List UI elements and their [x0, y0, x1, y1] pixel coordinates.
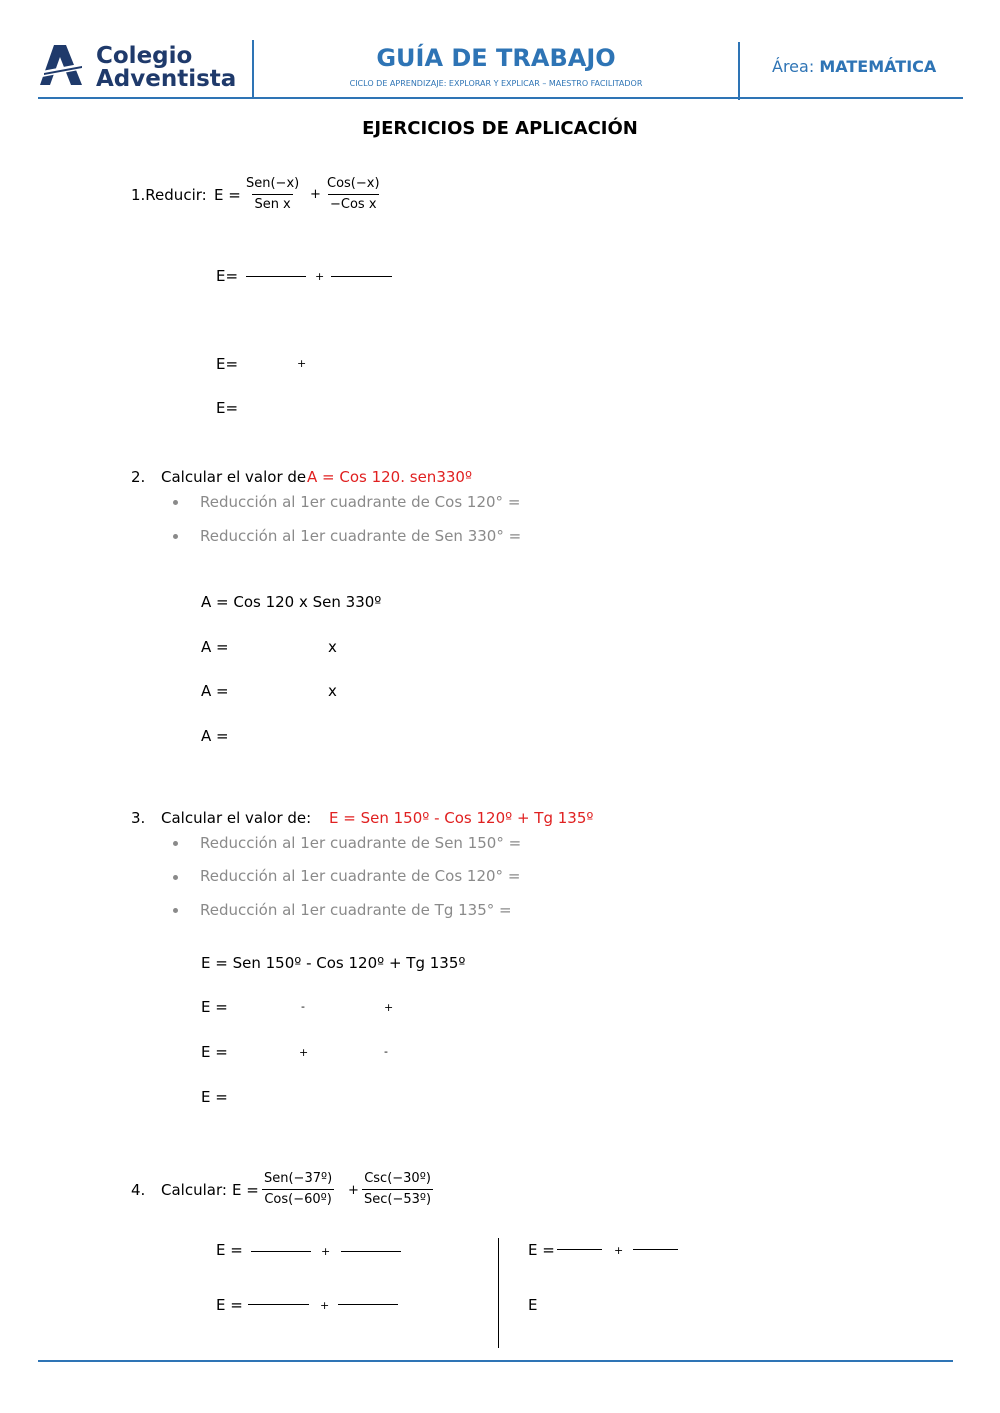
ex4-right-line-1-blank-2 [633, 1249, 678, 1250]
ex1-step-1: E= [216, 267, 239, 285]
ex1-step-1-plus: + [315, 270, 325, 283]
ex2-bullet-1-dot [173, 500, 178, 505]
ex4-number: 4. [131, 1181, 146, 1199]
ex4-lhs: E = [232, 1181, 259, 1199]
ex1-frac1-denominator: Sen x [252, 194, 292, 213]
ex3-line-3-op-2: - [384, 1045, 388, 1058]
ex4-left-line-1: E = [216, 1241, 243, 1259]
ex4-right-line-1-blank-1 [557, 1249, 602, 1250]
ex1-fraction-2 [325, 176, 382, 213]
ex2-line-4: A = [201, 727, 229, 745]
logo-line-2: Adventista [96, 66, 237, 92]
ex1-lhs: E = [214, 186, 241, 204]
ex2-line-3: A = [201, 682, 229, 700]
ex1-plus: + [310, 187, 321, 202]
ex4-left-line-1-blank-2 [341, 1251, 401, 1252]
ex3-bullet-1: Reducción al 1er cuadrante de Sen 150° = [200, 834, 522, 852]
area-label: Área: [772, 57, 815, 76]
ex2-line-2: A = [201, 638, 229, 656]
ex2-line-1: A = Cos 120 x Sen 330º [201, 593, 382, 611]
ex4-left-line-2: E = [216, 1296, 243, 1314]
ex3-bullet-3: Reducción al 1er cuadrante de Tg 135° = [200, 901, 512, 919]
ex2-bullet-1: Reducción al 1er cuadrante de Cos 120° = [200, 493, 521, 511]
page-subtitle: CICLO DE APRENDIZAJE: EXPLORAR Y EXPLICAR – MAESTRO FACILITADOR [349, 79, 643, 88]
ex1-frac2-denominator: −Cos x [328, 194, 379, 213]
ex4-fraction-1 [262, 1171, 334, 1208]
ex2-line-3-op: x [328, 682, 337, 700]
ex3-line-2-op-1: - [301, 1000, 305, 1013]
ex2-line-2-op: x [328, 638, 337, 656]
ex2-bullet-2-dot [173, 534, 178, 539]
ex4-right-line-1: E = [528, 1241, 555, 1259]
ex3-line-4: E = [201, 1088, 228, 1106]
ex1-step-1-blank-1 [246, 276, 306, 277]
ex4-plus: + [348, 1183, 359, 1198]
ex4-frac1-numerator: Sen(−37º) [264, 1171, 333, 1186]
ex2-bullet-2: Reducción al 1er cuadrante de Sen 330° = [200, 527, 522, 545]
ex4-left-line-2-plus: + [320, 1299, 330, 1312]
ex3-bullet-2-dot [173, 875, 178, 880]
ex1-step-3: E= [216, 399, 239, 417]
page-title: GUÍA DE TRABAJO [376, 44, 616, 72]
ex1-fraction-1 [244, 176, 301, 213]
ex4-left-line-1-blank-1 [251, 1251, 311, 1252]
area-block [772, 57, 936, 76]
ex4-label: Calcular: [161, 1181, 227, 1199]
area-value: MATEMÁTICA [819, 57, 937, 76]
ex4-column-divider [498, 1238, 499, 1348]
ex3-label: Calcular el valor de: [161, 809, 312, 827]
ex4-frac2-numerator: Csc(−30º) [364, 1171, 431, 1186]
ex1-step-1-blank-2 [331, 276, 392, 277]
ex4-fraction-2 [362, 1171, 433, 1208]
ex3-line-2: E = [201, 998, 228, 1016]
school-logo-icon [38, 43, 86, 87]
ex4-left-line-2-blank-1 [248, 1304, 309, 1305]
logo-line-1: Colegio [96, 43, 193, 69]
ex1-step-2-plus: + [297, 357, 307, 370]
ex3-bullet-2: Reducción al 1er cuadrante de Cos 120° = [200, 867, 521, 885]
footer-rule [38, 1360, 953, 1362]
ex3-number: 3. [131, 809, 146, 827]
ex3-bullet-3-dot [173, 908, 178, 913]
ex1-frac1-numerator: Sen(−x) [246, 176, 300, 191]
ex3-line-3: E = [201, 1043, 228, 1061]
ex2-label: Calcular el valor de [161, 468, 307, 486]
ex3-expression: E = Sen 150º - Cos 120º + Tg 135º [329, 809, 594, 827]
ex3-line-2-op-2: + [384, 1001, 394, 1014]
ex2-expression: A = Cos 120. sen330º [307, 468, 473, 486]
ex3-line-1: E = Sen 150º - Cos 120º + Tg 135º [201, 954, 466, 972]
ex4-frac2-denominator: Sec(−53º) [362, 1189, 433, 1208]
ex3-bullet-1-dot [173, 841, 178, 846]
ex4-left-line-2-blank-2 [338, 1304, 398, 1305]
ex3-line-3-op-1: + [299, 1046, 309, 1059]
ex4-right-line-2: E [528, 1296, 538, 1314]
header-underline [38, 97, 963, 99]
ex1-label: 1.Reducir: [131, 186, 207, 204]
ex1-step-2: E= [216, 355, 239, 373]
ex1-frac2-numerator: Cos(−x) [327, 176, 380, 191]
ex2-number: 2. [131, 468, 146, 486]
ex4-right-line-1-plus: + [614, 1244, 624, 1257]
ex4-left-line-1-plus: + [321, 1245, 331, 1258]
section-title: EJERCICIOS DE APLICACIÓN [362, 118, 638, 139]
header-divider-right [738, 42, 740, 100]
ex4-frac1-denominator: Cos(−60º) [262, 1189, 334, 1208]
